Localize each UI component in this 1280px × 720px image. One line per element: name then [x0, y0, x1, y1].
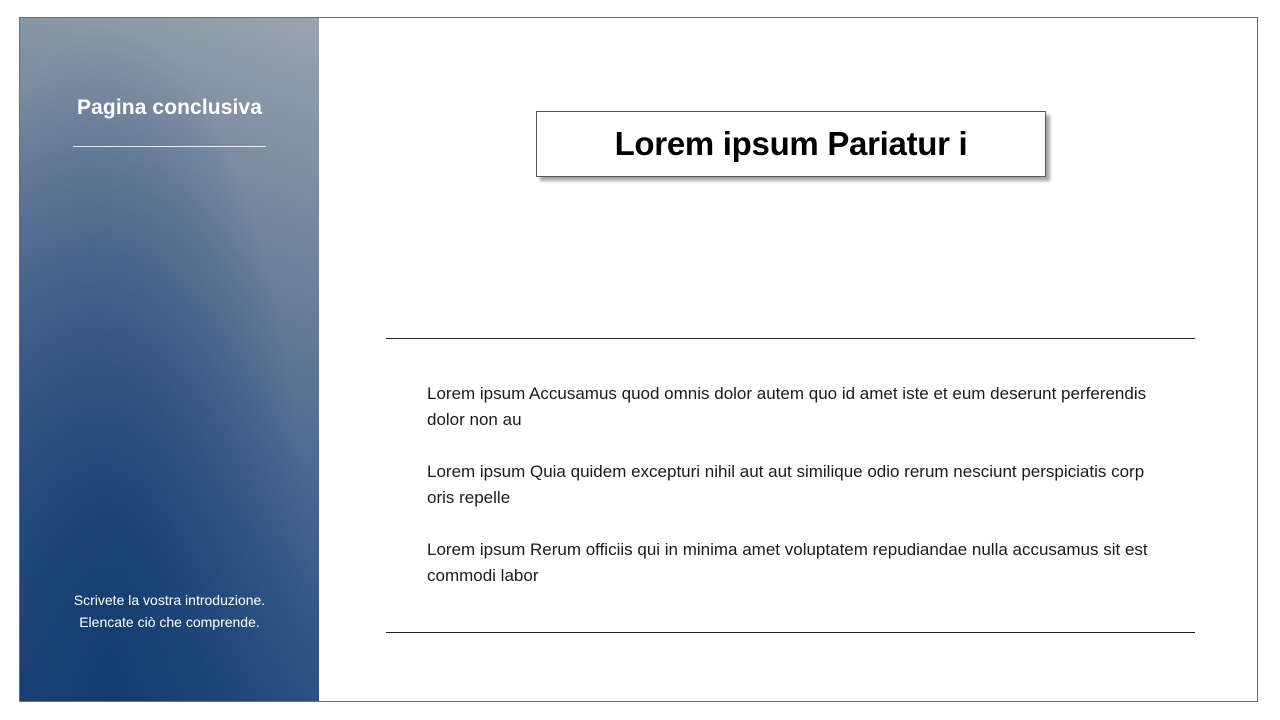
- sidebar-intro[interactable]: [20, 589, 319, 633]
- sidebar-intro-line: Elencate ciò che comprende.: [79, 614, 260, 630]
- sidebar-intro-line: Scrivete la vostra introduzione.: [73, 592, 266, 608]
- bottom-divider: [386, 632, 1195, 633]
- sidebar-title[interactable]: Pagina conclusiva: [77, 96, 262, 119]
- page-title: Lorem ipsum Pariatur i: [614, 125, 968, 162]
- slide: [19, 17, 1258, 702]
- content-text-box[interactable]: [427, 381, 1172, 615]
- top-divider: [386, 338, 1195, 339]
- sidebar-divider: [73, 146, 266, 147]
- title-box[interactable]: [536, 111, 1046, 177]
- sidebar-panel: [20, 18, 319, 701]
- paragraph: Lorem ipsum Quia quidem excepturi nihil aut aut similique odio rerum nesciunt perspiciatis corp oris repelle: [427, 462, 1145, 507]
- paragraph: Lorem ipsum Accusamus quod omnis dolor autem quo id amet iste et eum deserunt perferendis dolor non au: [427, 384, 1147, 429]
- paragraph: Lorem ipsum Rerum officiis qui in minima amet voluptatem repudiandae nulla accusamus sit est commodi labor: [427, 540, 1148, 585]
